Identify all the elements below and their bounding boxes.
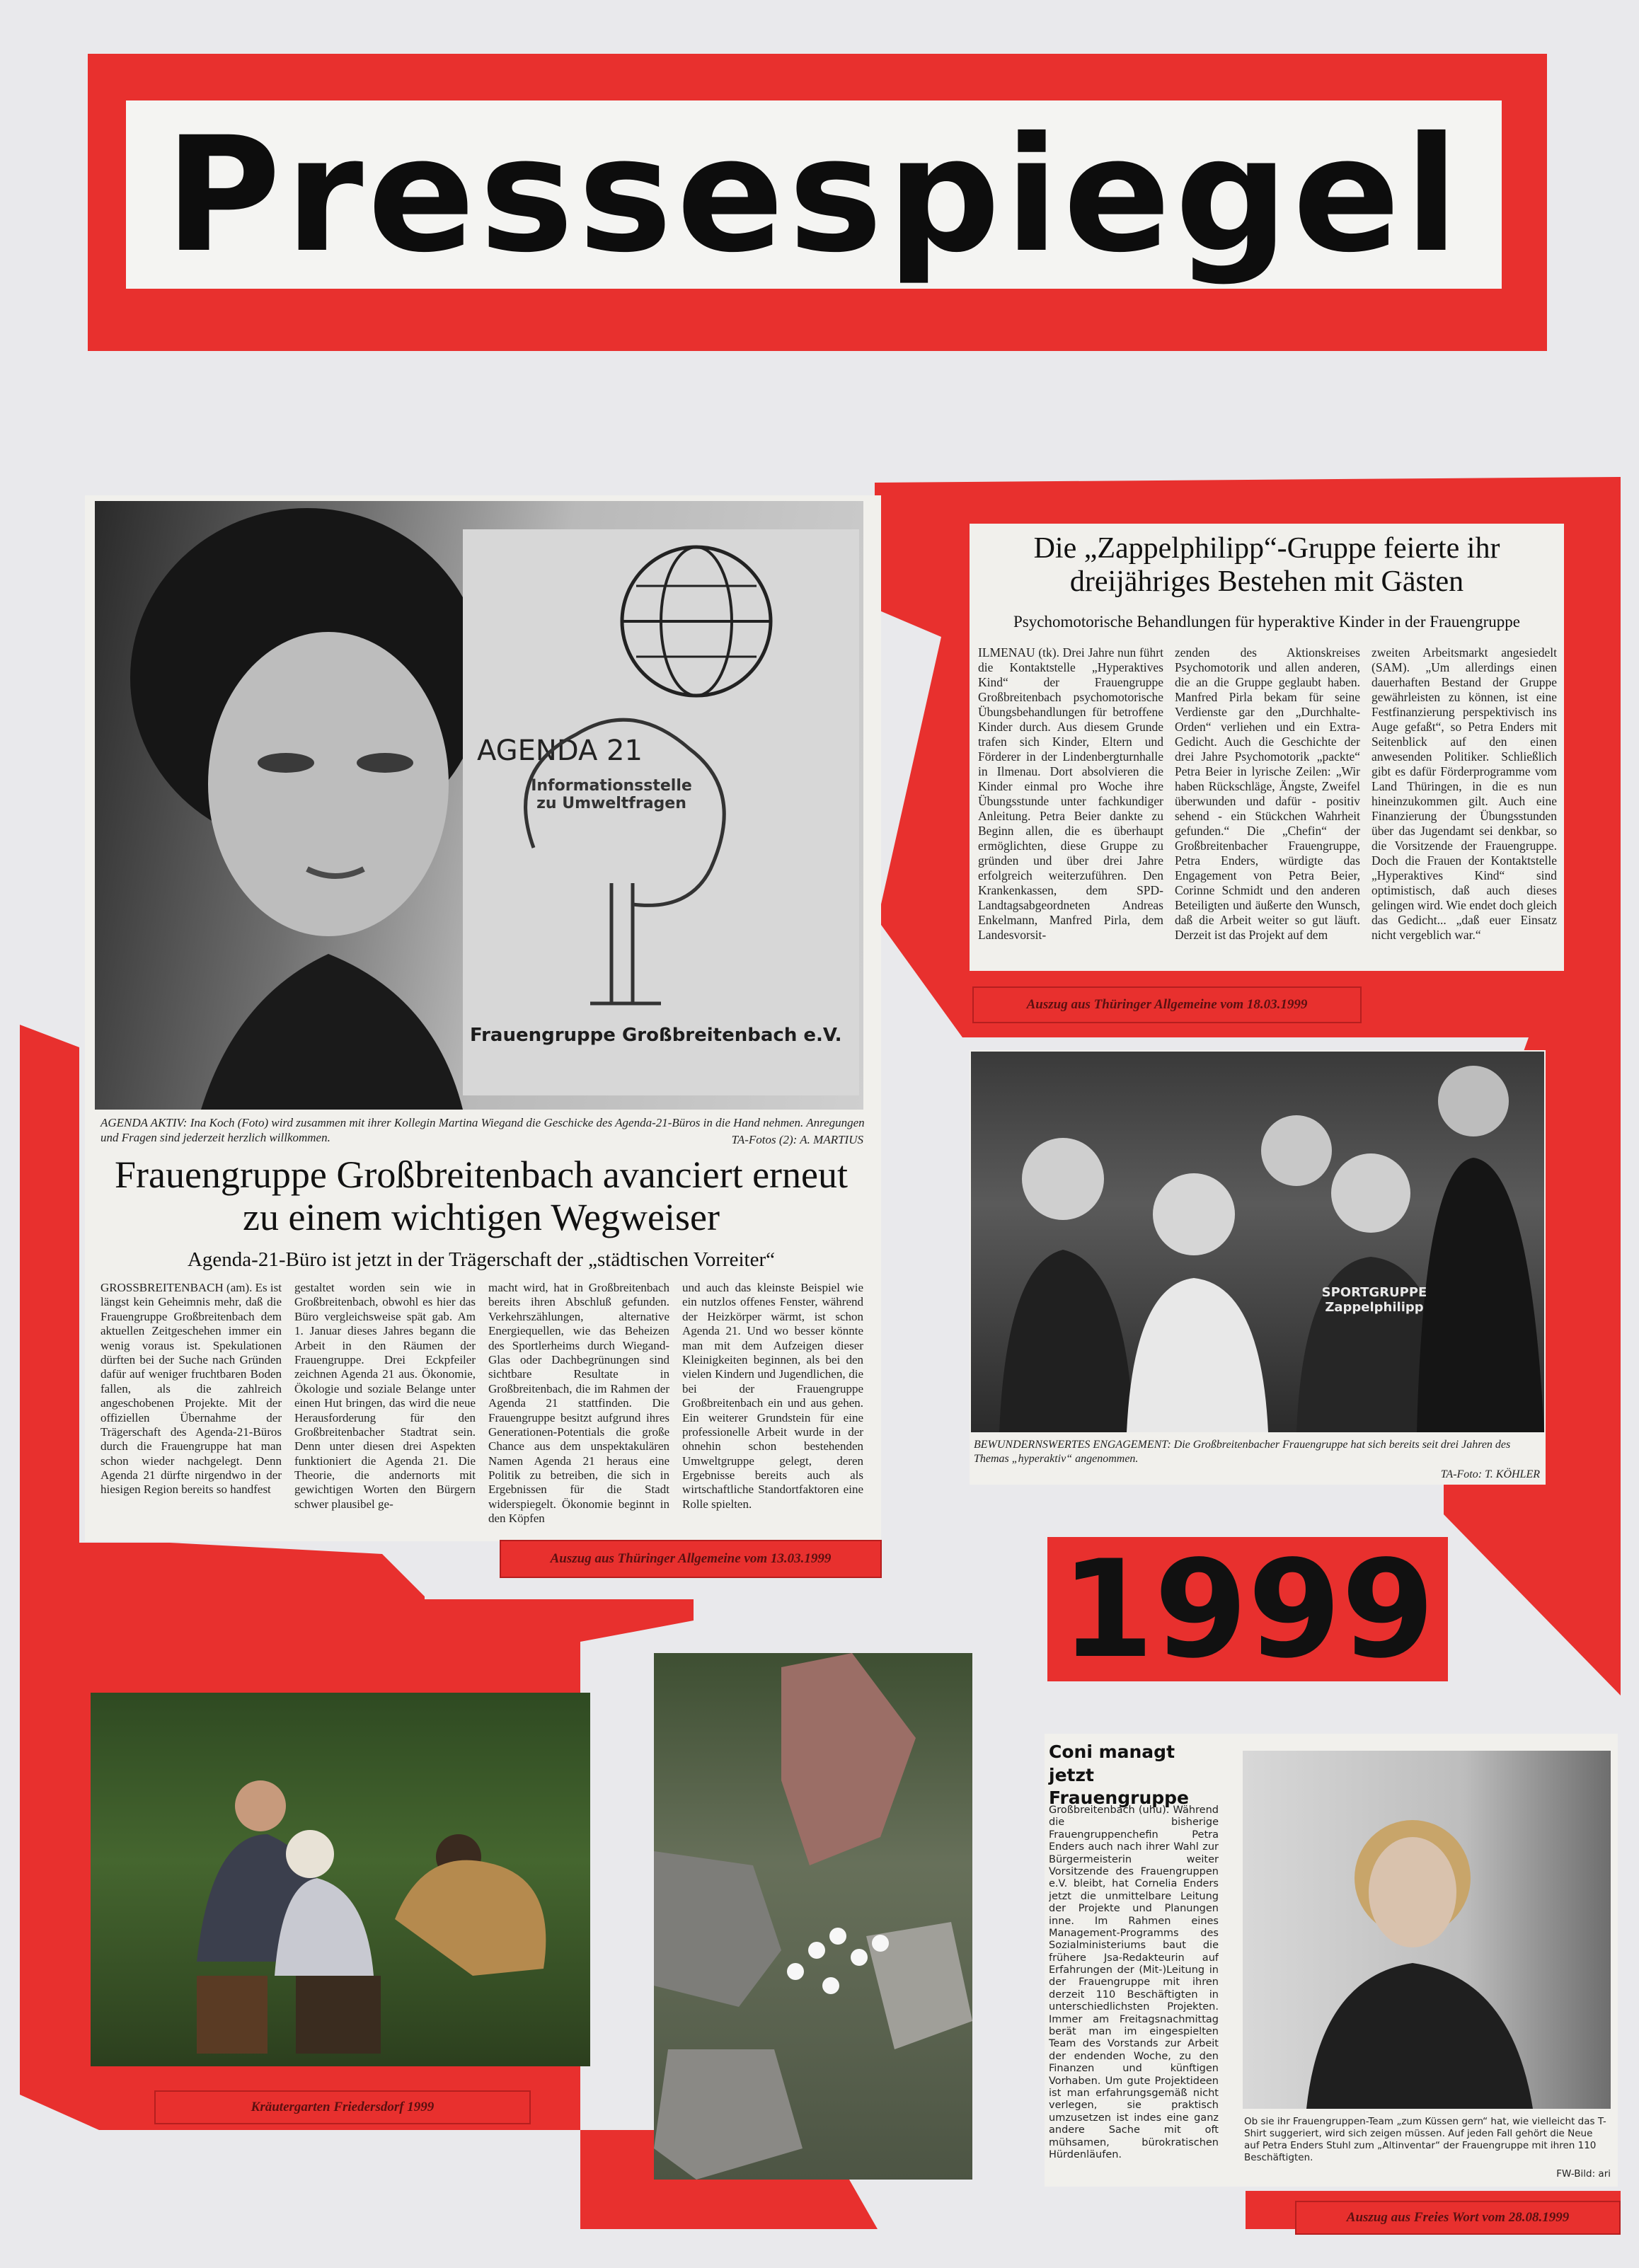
agenda-photo-credit: TA-Fotos (2): A. MARTIUS	[731, 1133, 863, 1146]
agenda-column-4: und auch das kleinste Beispiel wie ein nutzlos offenes Fenster, während der Heizkörper wärmt, ist schon Agenda 21. Und wo besser könnte man mit dem Aufzeigen dieser Kleinigkeiten beginnen, als bei den vielen Kindern und Jugendlichen, die bei der Frauengruppe Großbreitenbach ein und aus gehen. Ein weiterer Grundstein für eine professionelle Arbeit wurde in der ohnehin schon bestehenden Umweltgruppe gelegt, deren Ergebnisse bereits auch als wirtschaftliche Standortfaktoren eine Rolle spielten.	[682, 1281, 863, 1511]
agenda-sign-subtitle: Informationsstelle zu Umweltfragen	[531, 777, 692, 812]
zappel-shirt-text: SPORTGRUPPE Zappelphilipp	[1321, 1285, 1427, 1315]
zappel-column-1: ILMENAU (tk). Drei Jahre nun führt die Kontaktstelle „Hyperaktives Kind“ der Frauengruppe Großbreitenbach psychomotorische Übungsbehandlungen für betroffene Kinder durch. Aus diesem Grunde trafen sich Kinder, Eltern und Förderer in der Lindenbergturnhalle in Ilmenau. Dort absolvieren die Kinder einmal pro Woche ihre Übungsstunde unter fachkundiger Anleitung. Petra Beier dankte zu Beginn allen, die es überhaupt ermöglichten, diese Gruppe zu gründen und über drei Jahre erfolgreich weiterzuführen. Den Krankenkassen, dem SPD-Landtagsabgeordneten Andreas Enkelmann, Manfred Pirla, dem Landesvorsit-	[978, 645, 1163, 942]
zappel-headline: Die „Zappelphilipp“-Gruppe feierte ihr dreijähriges Bestehen mit Gästen	[1033, 532, 1500, 599]
coni-portrait	[1243, 1751, 1611, 2109]
tree-icon	[491, 671, 760, 1039]
coni-photo-caption: Ob sie ihr Frauengruppen-Team „zum Küssen gern“ hat, wie vielleicht das T-Shirt suggeriert, wird sich zeigen müssen. Auf jeden Fall gehört die Neue auf Petra Enders Stuhl zum „Altinventar“ der Frauengruppe mit ihren 110 Beschäftigten.	[1244, 2116, 1606, 2163]
agenda-headline: Frauengruppe Großbreitenbach avanciert erneut zu einem wichtigen Wegweiser	[114, 1153, 849, 1239]
coni-photo-credit: FW-Bild: ari	[1556, 2168, 1611, 2180]
coni-headline: Coni managt jetzt Frauengruppe	[1049, 1742, 1189, 1808]
coni-source-label: Auszug aus Freies Wort vom 28.08.1999	[1295, 2201, 1621, 2235]
garden-label: Kräutergarten Friedersdorf 1999	[154, 2090, 531, 2124]
zappel-group-photo	[971, 1052, 1544, 1432]
garden-photo	[91, 1693, 590, 2066]
rocks-and-flowers	[654, 1653, 972, 2180]
zappel-photo-credit: TA-Foto: T. KÖHLER	[1440, 1468, 1540, 1480]
coni-photo	[1243, 1751, 1611, 2109]
garden-people	[91, 1693, 590, 2066]
zappel-source-label: Auszug aus Thüringer Allgemeine vom 18.03.1999	[972, 986, 1362, 1023]
page-title: Pressespiegel	[164, 102, 1463, 287]
zappel-subheadline: Psychomotorische Behandlungen für hyperaktive Kinder in der Frauengruppe	[1013, 613, 1520, 631]
agenda-column-2: gestaltet worden sein wie in Großbreitenbach, obwohl es hier das Büro vergleichsweise spät gab. Am 1. Januar dieses Jahres begann die Arbeit in den Räumen der Frauengruppe. Drei Eckpfeiler zeichnen Agenda 21 aus. Ökonomie, Ökologie und soziale Belange unter einen Hut bringen, das wird die neue Herausforderung für den Großbreitenbacher Stadtrat sein. Denn unter diesen drei Aspekten funktioniert die Agenda 21. Die Theorie, die andernorts mit gewichtigen Worten den Bürgern schwer plausibel ge-	[294, 1281, 476, 1511]
year-label: 1999	[1060, 1531, 1435, 1688]
title-box	[126, 100, 1502, 289]
zappel-column-3: zweiten Arbeitsmarkt angesiedelt (SAM). „Um allerdings einen dauerhaften Bestand der Gruppe gewährleisten zu können, ist eine Festfinanzierung perspektivisch ins Auge gefaßt“, so Petra Enders mit Seitenblick auf den einen anwesenden Politiker. Schließlich gibt es dafür Förderprogramme vom Land Thüringen, in die es nun hineinzukommen gilt. Auch eine Finanzierung der Übungsstunden über das Jugendamt sei denkbar, so die Vorsitzende der Frauengruppe. Doch die Frauen der Kontaktstelle „Hyperaktives Kind“ sind optimistisch, daß auch dieses gelingen wird. Wie endet doch gleich das Gedicht... „daß euer Einsatz nicht vergeblich war.“	[1371, 645, 1557, 942]
article-coni-clipping	[1045, 1734, 1618, 2187]
zappel-column-2: zenden des Aktionskreises Psychomotorik und allen anderen, die an die Gruppe geglaubt haben. Manfred Pirla bekam für seine Verdienste gar den „Durchhalte-Orden“ verliehen und ein Extra-Gedicht. Auch die Geschichte der drei Jahre Psychomotorik „packte“ Petra Beier in lyrische Zeilen: „Wir haben Rückschläge, Ängste, Zweifel überwunden und dafür - positiv sehend - ein Stückchen Wahrheit gefunden.“ Die „Chefin“ der Großbreitenbacher Frauengruppe, Petra Enders, würdigte das Engagement von Petra Beier, Corinne Schmidt und den anderen Beteiligten und äußerte den Wunsch, daß die Arbeit weiter so gut läuft. Derzeit ist das Projekt auf dem	[1175, 645, 1360, 942]
agenda-column-1: GROSSBREITENBACH (am). Es ist längst kein Geheimnis mehr, daß die Frauengruppe Großbreitenbach dem aktuellen Zeitgeschehen immer ein wenig voraus ist. Spekulationen dürften bei der Suche nach Gründen dafür auf weniger fruchtbaren Boden fallen, als die zahlreich angeschobenen Projekte. Mit der offiziellen Übernahme der Trägerschaft des Agenda-21-Büros durch die Frauengruppe hat man schon wieder nachgelegt. Denn Agenda 21 dürfte nirgendwo in der hiesigen Region bereits so handfest	[100, 1281, 282, 1497]
rock-flower-photo	[654, 1653, 972, 2180]
article-agenda-clipping	[85, 495, 881, 1541]
agenda-source-label: Auszug aus Thüringer Allgemeine vom 13.03.1999	[500, 1540, 882, 1578]
group-silhouettes	[971, 1052, 1544, 1432]
agenda-photo-caption: AGENDA AKTIV: Ina Koch (Foto) wird zusammen mit ihrer Kollegin Martina Wiegand die Geschicke des Agenda-21-Büros in die Hand nehmen. Anregungen und Fragen sind jederzeit herzlich willkommen.	[100, 1116, 865, 1145]
agenda-photo	[95, 501, 863, 1110]
agenda-sign-title: AGENDA 21	[477, 735, 643, 767]
article-zappel-clipping	[970, 524, 1564, 971]
zappel-photo-clipping	[970, 1050, 1546, 1485]
coni-body: Großbreitenbach (uhu). Während die bisherige Frauengruppenchefin Petra Enders auch nach ihrer Wahl zur Bürgermeisterin weiter Vorsitzende des Frauengruppen e.V. bleibt, hat Cornelia Enders jetzt die unmittelbare Leitung der Projekte und Planungen inne. Im Rahmen eines Management-Programms des Sozialministeriums baut die frühere Jsa-Redakteurin auf Erfahrungen der (Mit-)Leitung in der Frauengruppe mit ihren derzeit 110 Beschäftigten in unterschiedlichsten Projekten. Immer am Freitagsnachmittag berät man im eingespielten Team des Vorstands zur Arbeit der endenden Woche, zu den Finanzen und künftigen Vorhaben. Um gute Projektideen ist man erfahrungsgemäß nicht verlegen, sie praktisch umzusetzen ist indes eine ganz andere Sache mit oft mühsamen, bürokratischen Hürdenläufen.	[1049, 1804, 1219, 2160]
agenda-column-3: macht wird, hat in Großbreitenbach bereits ihren Abschluß gefunden. Verkehrszählungen, alternative Energiequellen, wie das Beheizen des Sportlerheims durch Wiegand-Glas oder Dachbegrünungen sind sichtbare Resultate in Großbreitenbach, die im Rahmen der Agenda 21 stattfinden. Die Frauengruppe besitzt aufgrund ihres Generationen-Potentials die große Chance aus dem unspektakulären Namen Agenda 21 heraus eine Politik zu betreiben, die sich in Ergebnissen für die Stadt widerspiegelt. Ökonomie beginnt in den Köpfen	[488, 1281, 669, 1526]
year-box	[1047, 1531, 1448, 1688]
agenda-sign-footer: Frauengruppe Großbreitenbach e.V.	[470, 1025, 842, 1046]
agenda-subheadline: Agenda-21-Büro ist jetzt in der Trägerschaft der „städtischen Vorreiter“	[187, 1248, 775, 1271]
agenda-sign	[463, 529, 859, 1095]
zappel-photo-caption: BEWUNDERNSWERTES ENGAGEMENT: Die Großbreitenbacher Frauengruppe hat sich bereits seit drei Jahren des Themas „hyperaktiv“ angenommen.	[974, 1439, 1511, 1465]
